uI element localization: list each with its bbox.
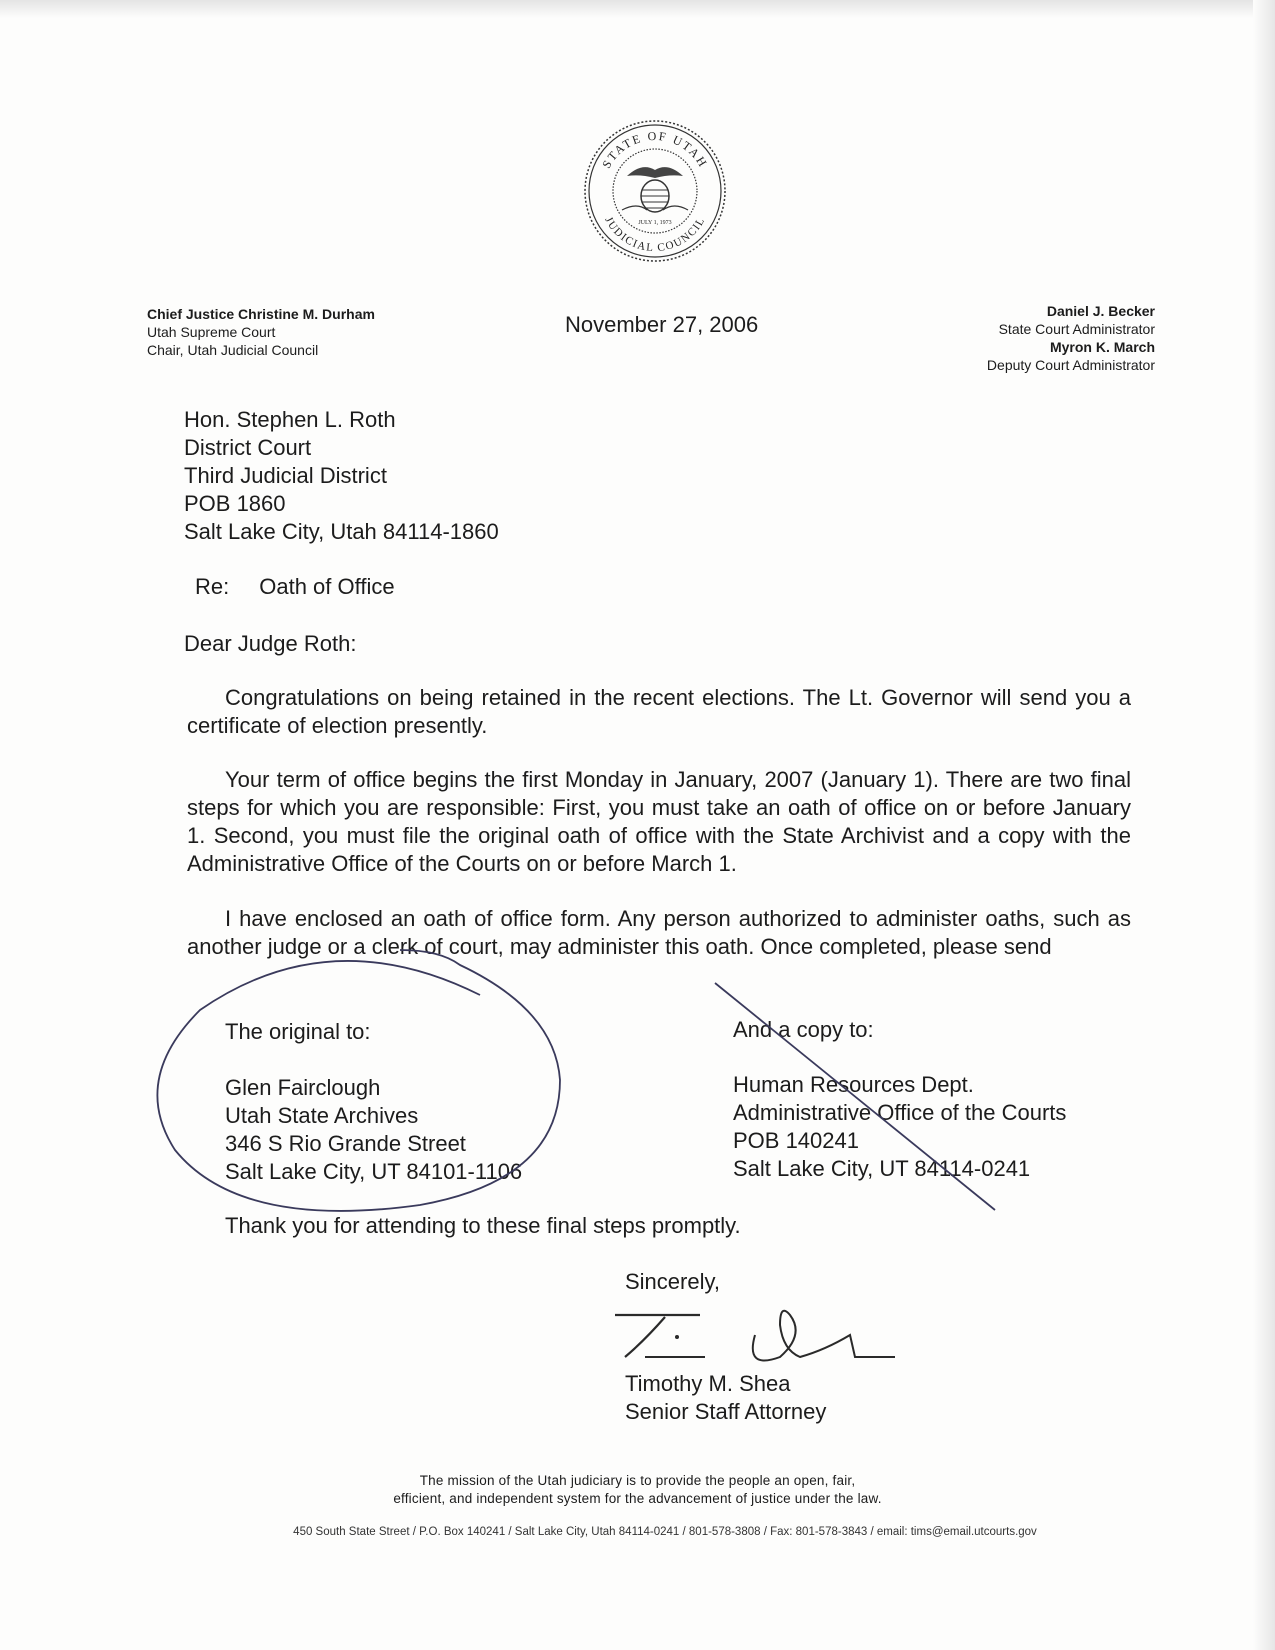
original-heading: The original to: (225, 1019, 371, 1044)
salutation: Dear Judge Roth: (184, 631, 357, 656)
paragraph-text: Your term of office begins the first Monday in January, 2007 (January 1). There are two final steps for which you are responsible: First, you must take an oath of office on or before January 1. Second, you must file the original oath of office with the State Archivist and a copy with the Administrative Office of the Courts on or before March 1. (187, 767, 1131, 876)
recipient-line: Third Judicial District (184, 463, 387, 488)
contact-footer: 450 South State Street / P.O. Box 140241 / Salt Lake City, Utah 84114-0241 / 801-578-3808 / Fax: 801-578-3843 / email: tims@email.utcourts.gov (293, 1526, 1037, 1538)
letter-date: November 27, 2006 (565, 312, 759, 337)
copy-line: Administrative Office of the Courts (733, 1100, 1067, 1125)
recipient-line: Hon. Stephen L. Roth (184, 407, 396, 432)
administrator-name: Daniel J. Becker (1046, 303, 1155, 319)
letterhead-left (147, 305, 375, 359)
mission-line: efficient, and independent system for the advancement of justice under the law. (393, 1491, 882, 1506)
scan-shadow-right (1253, 0, 1275, 1650)
recipient-address (184, 406, 499, 546)
original-line: Salt Lake City, UT 84101-1106 (225, 1159, 523, 1184)
copy-address (733, 1071, 1066, 1183)
original-line: Utah State Archives (225, 1103, 419, 1128)
deputy-title: Deputy Court Administrator (986, 357, 1155, 373)
seal-top-text: STATE OF UTAH (599, 128, 711, 171)
copy-line: POB 140241 (733, 1128, 859, 1153)
recipient-line: POB 1860 (184, 491, 286, 516)
paragraph-text: I have enclosed an oath of office form. Any person authorized to administer oaths, such as another judge or a clerk of court, may administer this oath. Once completed, please send (187, 906, 1131, 959)
copy-heading: And a copy to: (733, 1017, 874, 1042)
svg-text:STATE OF UTAH (599, 129, 710, 171)
copy-line: Salt Lake City, UT 84114-0241 (733, 1156, 1031, 1181)
court-name: Utah Supreme Court (147, 324, 276, 340)
signatory-name: Timothy M. Shea (625, 1371, 791, 1396)
recipient-line: District Court (184, 435, 312, 460)
signatory-title: Senior Staff Attorney (625, 1399, 827, 1424)
signatory (625, 1370, 826, 1426)
body-paragraph-3 (187, 905, 1131, 961)
subject-label: Re: (195, 574, 230, 599)
subject-text: Oath of Office (259, 574, 395, 599)
original-line: 346 S Rio Grande Street (225, 1131, 466, 1156)
chief-justice-name: Chief Justice Christine M. Durham (147, 306, 375, 322)
original-address (225, 1074, 522, 1186)
mission-line: The mission of the Utah judiciary is to provide the people an open, fair, (419, 1473, 856, 1488)
handwritten-signature (605, 1295, 905, 1370)
council-chair: Chair, Utah Judicial Council (147, 342, 319, 358)
body-paragraph-1 (187, 684, 1131, 740)
recipient-line: Salt Lake City, Utah 84114-1860 (184, 519, 499, 544)
body-paragraph-2 (187, 766, 1131, 878)
original-line: Glen Fairclough (225, 1075, 381, 1100)
scan-shadow-top (0, 0, 1275, 18)
deputy-name: Myron K. March (1049, 339, 1155, 355)
closing: Sincerely, (625, 1269, 720, 1294)
letterhead-right (987, 302, 1155, 374)
mission-statement (300, 1472, 975, 1508)
seal-bottom-text: JUDICIAL COUNCIL (602, 214, 708, 255)
administrator-title: State Court Administrator (998, 321, 1155, 337)
judicial-council-seal (582, 118, 728, 264)
subject-line (195, 573, 395, 601)
thanks-line: Thank you for attending to these final steps promptly. (225, 1213, 741, 1238)
paragraph-text: Congratulations on being retained in the recent elections. The Lt. Governor will send you a certificate of election presently. (187, 685, 1131, 738)
copy-line: Human Resources Dept. (733, 1072, 974, 1097)
seal-center-text: JULY 1, 1973 (638, 220, 672, 226)
